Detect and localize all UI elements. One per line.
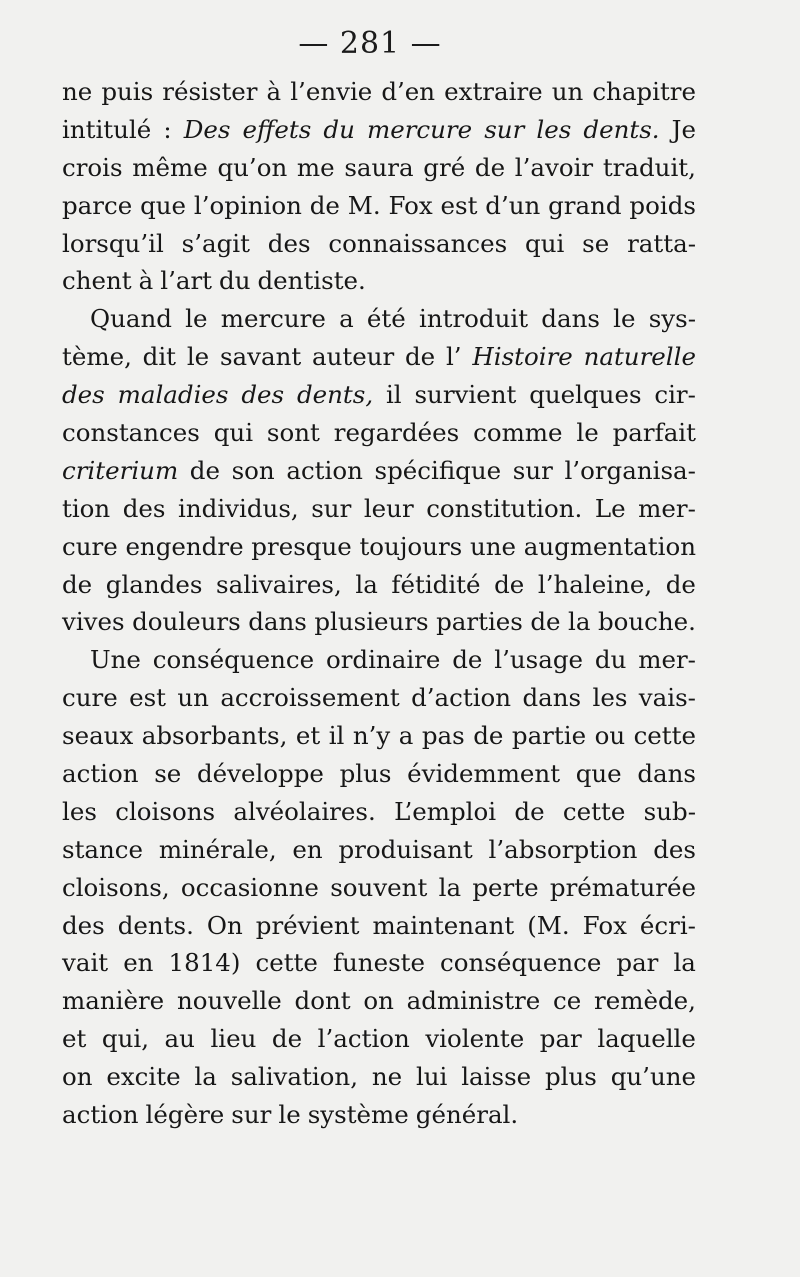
text-line: [62, 528, 696, 566]
word: cette: [255, 948, 318, 978]
word: parce: [62, 190, 133, 220]
word: un: [177, 683, 209, 713]
text-line: [62, 73, 696, 111]
word: constitution.: [426, 493, 583, 523]
word: l’usage: [494, 645, 584, 675]
text-line: [62, 452, 696, 490]
word: l’envie: [290, 77, 373, 106]
word: sur: [231, 1100, 272, 1130]
word: extraire: [444, 77, 543, 106]
word: ordinaire: [325, 645, 441, 675]
word: le: [186, 342, 210, 372]
word: criterium: [62, 455, 179, 485]
word: parfait: [612, 418, 696, 448]
word: système: [307, 1100, 409, 1130]
word: par: [616, 948, 659, 978]
word: ou: [594, 721, 626, 751]
word: on: [363, 986, 394, 1016]
text-line: [62, 376, 696, 414]
word: accroissement: [220, 683, 400, 713]
word: Fox: [582, 910, 627, 940]
word: sys-: [648, 304, 696, 334]
page-text: [62, 73, 696, 1134]
word: tème,: [62, 342, 132, 372]
text-line: [62, 225, 696, 263]
word: constances: [62, 418, 200, 448]
text-line: [62, 603, 696, 641]
word: minérale,: [158, 834, 277, 864]
word: évidemment: [407, 759, 561, 789]
word: M.: [347, 190, 381, 220]
page-number: — 281 —: [298, 26, 442, 61]
word: sont: [266, 418, 320, 448]
word: auteur: [311, 342, 395, 372]
word: que: [140, 190, 187, 220]
word: cure: [62, 531, 118, 561]
word: plusieurs: [314, 607, 429, 637]
word: lui: [415, 1062, 448, 1092]
word: de: [530, 607, 561, 637]
word: prévient: [255, 910, 360, 940]
text-line: [62, 414, 696, 452]
word: de: [665, 569, 696, 599]
word: dans: [248, 607, 307, 637]
word: cure: [62, 683, 118, 713]
word: savant: [219, 342, 302, 372]
word: bouche.: [597, 607, 696, 637]
word: que: [575, 759, 622, 789]
word: l’absorption: [488, 834, 638, 864]
word: d’action: [411, 683, 512, 713]
word: violente: [425, 1024, 525, 1054]
word: de: [473, 721, 504, 751]
word: Le: [594, 493, 626, 523]
word: conséquence: [152, 645, 315, 675]
text-line: [62, 1020, 696, 1058]
word: seaux: [62, 721, 134, 751]
word: été: [366, 304, 406, 334]
word: engendre: [125, 531, 244, 561]
word: les: [62, 796, 97, 826]
word: il: [385, 380, 402, 410]
word: quelques: [529, 380, 642, 410]
word: d’en: [381, 77, 436, 106]
word: me: [296, 152, 335, 182]
word: de: [405, 342, 436, 372]
text-line: [62, 1058, 696, 1096]
word: naturelle: [583, 342, 696, 372]
word: administre: [406, 986, 541, 1016]
word: est: [440, 190, 478, 220]
word: vais-: [638, 683, 696, 713]
word: regardées: [333, 418, 460, 448]
text-line: [62, 490, 696, 528]
word: action: [62, 1100, 139, 1130]
word: manière: [62, 986, 165, 1016]
word: une: [469, 531, 517, 561]
word: connaissances: [328, 228, 508, 258]
text-line: [62, 300, 696, 338]
word: n’y: [352, 721, 391, 751]
word: funeste: [332, 948, 425, 978]
word: On: [206, 910, 243, 940]
word: toujours: [359, 531, 463, 561]
word: d’un: [485, 190, 541, 220]
word: à: [138, 266, 154, 296]
word: le: [278, 1100, 301, 1130]
word: laquelle: [597, 1024, 696, 1054]
word: cir-: [654, 380, 696, 410]
word: crois: [62, 152, 123, 182]
word: introduit: [418, 304, 529, 334]
word: la: [568, 607, 591, 637]
word: fétidité: [391, 569, 481, 599]
word: sur: [484, 114, 525, 144]
word: lieu: [210, 1024, 257, 1054]
word: mer-: [638, 645, 696, 675]
word: prématurée: [549, 872, 696, 902]
text-line: [62, 566, 696, 604]
word: dents.: [583, 114, 660, 144]
word: tion: [62, 493, 111, 523]
word: intitulé: [62, 114, 152, 144]
word: cette: [562, 796, 626, 826]
word: sur: [311, 493, 352, 523]
word: de: [309, 190, 340, 220]
word: plus: [544, 1062, 597, 1092]
word: partie: [511, 721, 587, 751]
text-line: [62, 262, 696, 300]
word: chapitre: [592, 77, 696, 106]
text-line: [62, 831, 696, 869]
word: en: [292, 834, 323, 864]
word: salivation,: [230, 1062, 358, 1092]
word: qu’une: [610, 1062, 696, 1092]
word: stance: [62, 834, 144, 864]
word: dont: [294, 986, 351, 1016]
word: Quand: [90, 304, 172, 334]
word: de: [452, 645, 483, 675]
word: action: [286, 455, 363, 485]
word: salivaires,: [216, 569, 342, 599]
word: dentiste.: [257, 266, 366, 296]
text-line: [62, 982, 696, 1020]
word: de: [514, 796, 545, 826]
word: survient: [414, 380, 517, 410]
word: dit: [142, 342, 177, 372]
word: ratta-: [627, 228, 696, 258]
word: du: [219, 266, 251, 296]
word: du: [594, 645, 627, 675]
word: douleurs: [132, 607, 241, 637]
word: qu’on: [217, 152, 288, 182]
text-line: [62, 869, 696, 907]
word: a: [339, 304, 354, 334]
word: leur: [363, 493, 414, 523]
word: dents,: [296, 380, 374, 410]
word: glandes: [105, 569, 203, 599]
word: perte: [472, 872, 539, 902]
word: grand: [548, 190, 622, 220]
text-line: [62, 187, 696, 225]
text-line: [62, 755, 696, 793]
word: même: [132, 152, 208, 182]
text-line: [62, 1096, 696, 1134]
word: qui: [525, 228, 565, 258]
word: gré: [423, 152, 466, 182]
text-line: [62, 338, 696, 376]
word: poids: [629, 190, 696, 220]
word: comme: [473, 418, 563, 448]
word: Je: [671, 114, 696, 144]
word: nouvelle: [176, 986, 282, 1016]
word: en: [123, 948, 154, 978]
word: légère: [145, 1100, 225, 1130]
word: au: [164, 1024, 195, 1054]
word: à: [266, 77, 282, 106]
word: par: [539, 1024, 582, 1054]
word: cloisons: [115, 796, 216, 826]
word: des: [241, 380, 285, 410]
word: plus: [339, 759, 392, 789]
word: traduit,: [602, 152, 696, 182]
word: qui: [213, 418, 254, 448]
text-line: [62, 679, 696, 717]
word: effets: [242, 114, 312, 144]
word: l’haleine,: [537, 569, 653, 599]
text-line: [62, 641, 696, 679]
word: l’: [445, 342, 462, 372]
word: la: [673, 948, 696, 978]
word: des: [653, 834, 696, 864]
word: est: [129, 683, 167, 713]
word: puis: [101, 77, 154, 106]
word: ne: [62, 77, 93, 106]
word: conséquence: [440, 948, 602, 978]
word: des: [267, 228, 311, 258]
word: Une: [90, 645, 141, 675]
word: vait: [62, 948, 109, 978]
word: excite: [106, 1062, 181, 1092]
word: absorbants,: [141, 721, 288, 751]
word: augmentation: [523, 531, 696, 561]
word: mer-: [638, 493, 696, 523]
word: s’agit: [181, 228, 250, 258]
word: maladies: [117, 380, 229, 410]
word: l’action: [317, 1024, 410, 1054]
word: ne: [371, 1062, 403, 1092]
word: remède,: [594, 986, 696, 1016]
word: 1814): [168, 948, 241, 978]
word: pas: [421, 721, 465, 751]
word: cloisons,: [62, 872, 170, 902]
word: le: [613, 304, 636, 334]
word: les: [592, 683, 628, 713]
word: et: [295, 721, 321, 751]
word: sur: [512, 455, 553, 485]
word: :: [163, 114, 172, 144]
word: souvent: [330, 872, 428, 902]
word: produisant: [338, 834, 473, 864]
word: maintenant: [372, 910, 515, 940]
word: des: [122, 493, 166, 523]
word: parties: [436, 607, 523, 637]
word: mercure: [220, 304, 326, 334]
word: L’emploi: [394, 796, 497, 826]
word: Fox: [388, 190, 433, 220]
word: a: [398, 721, 414, 751]
word: développe: [196, 759, 324, 789]
text-line: [62, 793, 696, 831]
word: mercure: [366, 114, 473, 144]
word: dans: [522, 683, 582, 713]
text-line: [62, 717, 696, 755]
word: de: [189, 455, 220, 485]
word: occasionne: [180, 872, 319, 902]
word: les: [536, 114, 572, 144]
word: de: [474, 152, 506, 182]
text-line: [62, 944, 696, 982]
word: l’art: [160, 266, 213, 296]
word: laisse: [461, 1062, 532, 1092]
word: de: [62, 569, 93, 599]
word: l’opinion: [193, 190, 302, 220]
word: sub-: [643, 796, 696, 826]
word: dans: [637, 759, 696, 789]
word: la: [355, 569, 378, 599]
word: qui,: [101, 1024, 149, 1054]
word: la: [194, 1062, 217, 1092]
word: le: [576, 418, 599, 448]
word: presque: [251, 531, 352, 561]
word: individus,: [178, 493, 299, 523]
word: des: [62, 910, 105, 940]
word: cette: [633, 721, 696, 751]
word: son: [231, 455, 275, 485]
word: dents.: [117, 910, 194, 940]
word: de: [271, 1024, 303, 1054]
word: on: [62, 1062, 93, 1092]
word: lorsqu’il: [62, 228, 164, 258]
text-line: [62, 111, 696, 149]
word: spécifique: [374, 455, 502, 485]
word: il: [328, 721, 345, 751]
word: (M.: [527, 910, 570, 940]
word: général.: [415, 1100, 519, 1130]
word: résister: [162, 77, 258, 106]
word: des: [62, 380, 105, 410]
word: et: [62, 1024, 87, 1054]
word: se: [154, 759, 182, 789]
word: dans: [541, 304, 600, 334]
word: Des: [183, 114, 231, 144]
word: saura: [344, 152, 414, 182]
word: du: [323, 114, 355, 144]
word: vives: [62, 607, 125, 637]
word: chent: [62, 266, 132, 296]
text-line: [62, 907, 696, 945]
word: le: [185, 304, 208, 334]
word: ce: [553, 986, 582, 1016]
word: de: [494, 569, 525, 599]
text-line: [62, 149, 696, 187]
word: alvéolaires.: [233, 796, 376, 826]
word: la: [438, 872, 462, 902]
word: action: [62, 759, 139, 789]
word: l’avoir: [514, 152, 594, 182]
word: se: [582, 228, 610, 258]
word: écri-: [639, 910, 696, 940]
word: l’organisa-: [564, 455, 696, 485]
word: Histoire: [472, 342, 573, 372]
word: un: [551, 77, 584, 106]
